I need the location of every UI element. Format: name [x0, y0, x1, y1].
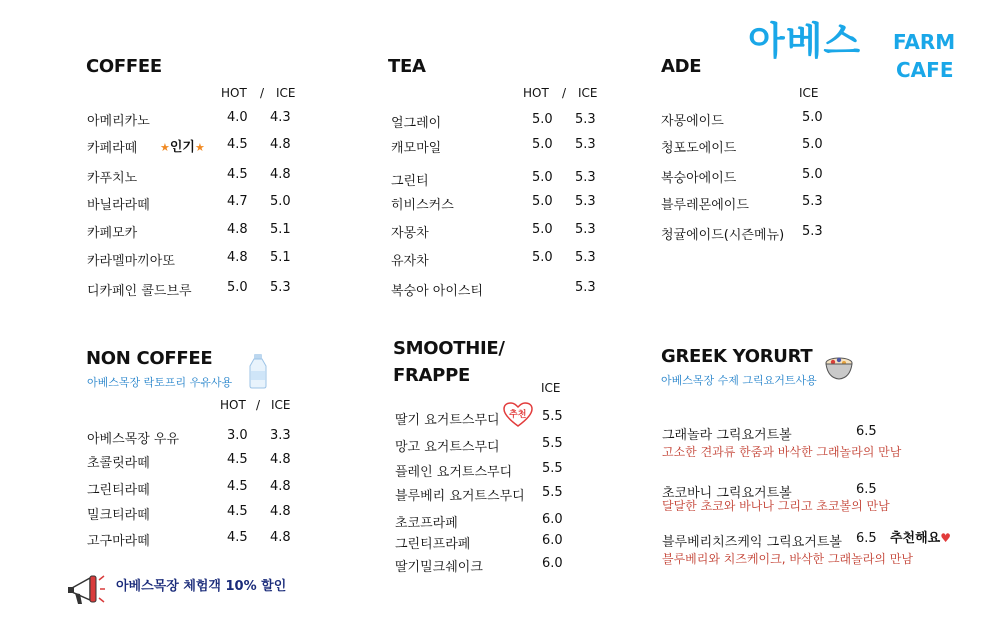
popular-badge: [160, 136, 205, 155]
noncoffee-item-name: 그린티라떼: [87, 483, 150, 498]
coffee-item-hot: 4.7: [227, 194, 248, 209]
smoothie-item-ice: 6.0: [542, 556, 563, 571]
noncoffee-item-hot: 3.0: [227, 428, 248, 443]
smoothie-title-line2: FRAPPE: [393, 365, 470, 386]
smoothie-item-ice: 5.5: [542, 436, 563, 451]
noncoffee-item-hot: 4.5: [227, 452, 248, 467]
megaphone-icon: [66, 570, 106, 612]
ade-item-name: 블루레몬에이드: [661, 198, 749, 213]
ade-item-name: 자몽에이드: [661, 114, 724, 129]
logo-cafe: CAFE: [896, 58, 954, 82]
recommend-badge-label: 추천: [509, 410, 527, 420]
ade-title: ADE: [661, 56, 702, 77]
coffee-item-ice: 5.3: [270, 280, 291, 295]
coffee-item-name: 카페라떼: [87, 141, 138, 156]
logo-main: 아베스: [748, 19, 862, 63]
popular-badge-label: 인기: [169, 140, 195, 155]
tea-item-name: 자몽차: [391, 226, 429, 241]
smoothie-item-name: 딸기밀크쉐이크: [395, 560, 483, 575]
noncoffee-item-ice: 3.3: [270, 428, 291, 443]
star-icon: ★: [160, 141, 170, 154]
coffee-item-name: 디카페인 콜드브루: [87, 284, 192, 299]
coffee-item-ice: 4.3: [270, 110, 291, 125]
coffee-slash: /: [260, 86, 265, 100]
coffee-item-name: 아메리카노: [87, 114, 150, 129]
coffee-ice-label: ICE: [276, 86, 296, 100]
tea-item-hot: 5.0: [532, 222, 553, 237]
tea-item-ice: 5.3: [575, 137, 596, 152]
coffee-item-hot: 5.0: [227, 280, 248, 295]
tea-item-ice: 5.3: [575, 194, 596, 209]
tea-item-hot: 5.0: [532, 250, 553, 265]
milk-bottle-icon: [248, 353, 268, 393]
logo-farm: FARM: [893, 30, 956, 54]
ade-item-ice: 5.0: [802, 110, 823, 125]
tea-item-name: 복숭아 아이스티: [391, 284, 484, 299]
tea-item-name: 유자차: [391, 254, 429, 269]
greek-item-name: 초코바니 그릭요거트볼: [662, 486, 792, 501]
smoothie-item-name: 딸기 요거트스무디: [395, 413, 500, 428]
coffee-item-hot: 4.0: [227, 110, 248, 125]
smoothie-item-ice: 5.5: [542, 485, 563, 500]
tea-slash: /: [562, 86, 567, 100]
noncoffee-subtitle: 아베스목장 락토프리 우유사용: [87, 376, 233, 389]
heart-icon: ♥: [940, 531, 951, 545]
tea-item-ice: 5.3: [575, 170, 596, 185]
greek-item-name: 그래놀라 그릭요거트볼: [662, 428, 792, 443]
coffee-hot-label: HOT: [221, 86, 247, 100]
tea-title: TEA: [388, 56, 426, 77]
noncoffee-slash: /: [256, 398, 261, 412]
tea-item-name: 히비스커스: [391, 198, 454, 213]
promo-text: 아베스목장 체험객 10% 할인: [116, 579, 287, 594]
noncoffee-item-name: 초콜릿라떼: [87, 456, 150, 471]
ade-item-ice: 5.3: [802, 224, 823, 239]
smoothie-item-name: 플레인 요거트스무디: [395, 465, 513, 480]
smoothie-item-name: 그린티프라페: [395, 537, 471, 552]
greek-item-price: 6.5: [856, 424, 877, 439]
ade-ice-label: ICE: [799, 86, 819, 100]
coffee-item-hot: 4.8: [227, 222, 248, 237]
tea-item-hot: 5.0: [532, 112, 553, 127]
noncoffee-item-name: 고구마라떼: [87, 534, 150, 549]
star-icon: ★: [195, 141, 205, 154]
smoothie-item-name: 블루베리 요거트스무디: [395, 489, 525, 504]
coffee-item-name: 바닐라라떼: [87, 198, 150, 213]
noncoffee-item-name: 밀크티라떼: [87, 508, 150, 523]
smoothie-item-ice: 5.5: [542, 409, 563, 424]
noncoffee-title: NON COFFEE: [86, 348, 213, 369]
recommend-heart-icon: [503, 402, 533, 428]
tea-hot-label: HOT: [523, 86, 549, 100]
ade-item-name: 청포도에이드: [661, 141, 737, 156]
coffee-item-ice: 4.8: [270, 167, 291, 182]
noncoffee-item-ice: 4.8: [270, 504, 291, 519]
noncoffee-item-hot: 4.5: [227, 504, 248, 519]
greek-recommend-label: 추천해요: [890, 531, 941, 546]
smoothie-ice-label: ICE: [541, 381, 561, 395]
noncoffee-item-ice: 4.8: [270, 452, 291, 467]
tea-ice-label: ICE: [578, 86, 598, 100]
coffee-item-ice: 5.1: [270, 222, 291, 237]
greek-item-name: 블루베리치즈케익 그릭요거트볼: [662, 535, 842, 550]
greek-subtitle: 아베스목장 수제 그릭요거트사용: [661, 374, 817, 387]
noncoffee-item-name: 아베스목장 우유: [87, 432, 180, 447]
smoothie-title-line1: SMOOTHIE/: [393, 338, 505, 359]
noncoffee-item-ice: 4.8: [270, 479, 291, 494]
ade-item-ice: 5.3: [802, 194, 823, 209]
coffee-item-ice: 4.8: [270, 137, 291, 152]
tea-item-name: 캐모마일: [391, 141, 442, 156]
tea-item-ice: 5.3: [575, 250, 596, 265]
greek-title: GREEK YORURT: [661, 346, 813, 367]
ade-item-name: 청귤에이드(시즌메뉴): [661, 228, 785, 243]
noncoffee-hot-label: HOT: [220, 398, 246, 412]
tea-item-name: 그린티: [391, 174, 429, 189]
tea-item-ice: 5.3: [575, 222, 596, 237]
tea-item-ice: 5.3: [575, 112, 596, 127]
greek-item-desc: 블루베리와 치즈케이크, 바삭한 그래놀라의 만남: [662, 552, 913, 566]
tea-item-hot: 5.0: [532, 170, 553, 185]
noncoffee-item-hot: 4.5: [227, 479, 248, 494]
tea-item-name: 얼그레이: [391, 116, 442, 131]
greek-item-price: 6.5: [856, 531, 877, 546]
tea-item-hot: 5.0: [532, 194, 553, 209]
coffee-item-hot: 4.5: [227, 137, 248, 152]
greek-item-desc: 달달한 초코와 바나나 그리고 초코볼의 만남: [662, 499, 890, 513]
coffee-item-hot: 4.5: [227, 167, 248, 182]
tea-item-ice: 5.3: [575, 280, 596, 295]
smoothie-item-name: 망고 요거트스무디: [395, 440, 500, 455]
greek-item-desc: 고소한 견과류 한줌과 바삭한 그래놀라의 만남: [662, 445, 902, 459]
smoothie-item-ice: 6.0: [542, 533, 563, 548]
noncoffee-item-hot: 4.5: [227, 530, 248, 545]
smoothie-item-ice: 5.5: [542, 461, 563, 476]
coffee-item-name: 카라멜마끼아또: [87, 254, 175, 269]
tea-item-hot: 5.0: [532, 137, 553, 152]
coffee-title: COFFEE: [86, 56, 162, 77]
yogurt-bowl-icon: [824, 352, 854, 386]
ade-item-ice: 5.0: [802, 137, 823, 152]
noncoffee-ice-label: ICE: [271, 398, 291, 412]
coffee-item-hot: 4.8: [227, 250, 248, 265]
coffee-item-name: 카푸치노: [87, 171, 138, 186]
coffee-item-ice: 5.0: [270, 194, 291, 209]
greek-item-price: 6.5: [856, 482, 877, 497]
greek-recommend-badge: [890, 527, 951, 546]
coffee-item-name: 카페모카: [87, 226, 138, 241]
noncoffee-item-ice: 4.8: [270, 530, 291, 545]
coffee-item-ice: 5.1: [270, 250, 291, 265]
smoothie-item-name: 초코프라페: [395, 516, 458, 531]
ade-item-name: 복숭아에이드: [661, 171, 737, 186]
smoothie-item-ice: 6.0: [542, 512, 563, 527]
ade-item-ice: 5.0: [802, 167, 823, 182]
